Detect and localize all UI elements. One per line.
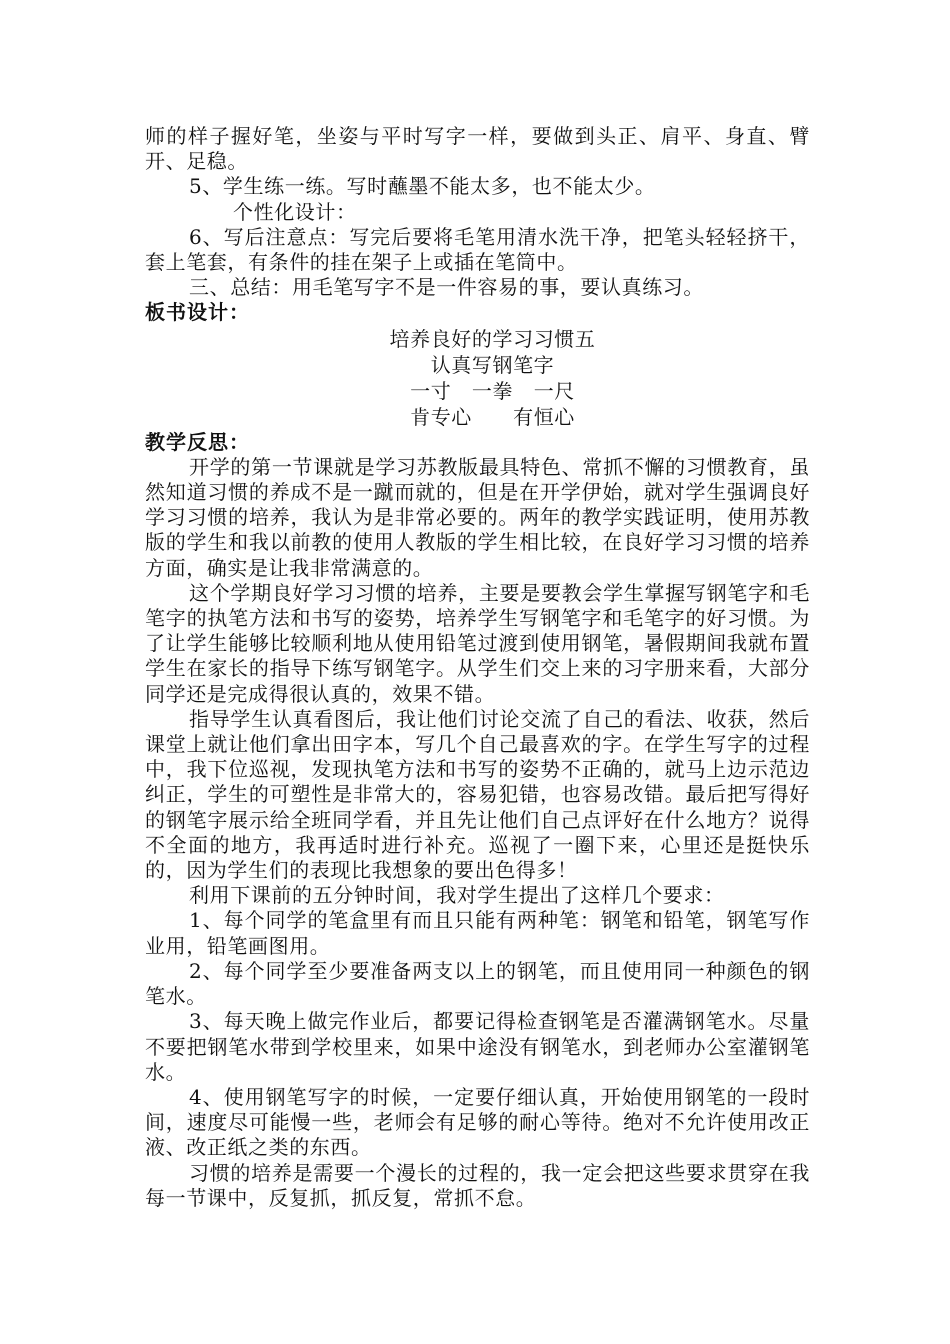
requirement-item: 4、使用钢笔写字的时候，一定要仔细认真，开始使用钢笔的一段时间，速度尽可能慢一些，老师会有足够的耐心等待。绝对不允许使用改正液、改正纸之类的东西。 xyxy=(145,1084,810,1160)
paragraph-step-6: 6、写后注意点：写完后要将毛笔用清水洗干净，把笔头轻轻挤干，套上笔套，有条件的挂在架子上或插在笔筒中。 xyxy=(145,224,810,275)
requirement-item: 1、每个同学的笔盒里有而且只能有两种笔：钢笔和铅笔，钢笔写作业用，铅笔画图用。 xyxy=(145,908,810,958)
board-design xyxy=(145,326,810,430)
board-line-title: 培养良好的学习习惯五 xyxy=(389,326,596,351)
reflection-paragraph: 利用下课前的五分钟时间，我对学生提出了这样几个要求： xyxy=(189,883,725,908)
board-line-measures: 一寸 一拳 一尺 xyxy=(410,378,575,403)
reflection-paragraph: 开学的第一节课就是学习苏教版最具特色、常抓不懈的习惯教育，虽然知道习惯的养成不是一蹴而就的，但是在开学伊始，就对学生强调良好学习习惯的培养，我认为是非常必要的。两年的教学实践证明，使用苏教版的学生和我以前教的使用人教版的学生相比较，在良好学习习惯的培养方面，确实是让我非常满意的。 xyxy=(145,454,810,580)
paragraph-summary: 三、总结：用毛笔写字不是一件容易的事，要认真练习。 xyxy=(189,275,704,300)
board-line-subtitle: 认真写钢笔字 xyxy=(430,352,555,377)
paragraph-posture: 师的样子握好笔，坐姿与平时写字一样，要做到头正、肩平、身直、臂开、足稳。 xyxy=(145,124,810,174)
requirement-item: 3、每天晚上做完作业后，都要记得检查钢笔是否灌满钢笔水。尽量不要把钢笔水带到学校里来，如果中途没有钢笔水，到老师办公室灌钢笔水。 xyxy=(145,1009,810,1084)
reflection-conclusion: 习惯的培养是需要一个漫长的过程的，我一定会把这些要求贯穿在我每一节课中，反复抓，抓反复，常抓不怠。 xyxy=(145,1160,810,1210)
reflection-paragraph: 指导学生认真看图后，我让他们讨论交流了自己的看法、收获，然后课堂上就让他们拿出田字本，写几个自己最喜欢的字。在学生写字的过程中，我下位巡视，发现执笔方法和书写的姿势不正确的，就马上边示范边纠正，学生的可塑性是非常大的，容易犯错，也容易改错。最后把写得好的钢笔字展示给全班同学看，并且先让他们自己点评好在什么地方？说得不全面的地方，我再适时进行补充。巡视了一圈下来，心里还是挺快乐的，因为学生们的表现比我想象的要出色得多！ xyxy=(145,706,810,883)
board-line-attitudes: 肯专心 有恒心 xyxy=(410,404,575,429)
board-design-heading: 板书设计： xyxy=(145,300,250,325)
personalized-design-label: 个性化设计： xyxy=(233,199,357,224)
teaching-reflection-heading: 教学反思： xyxy=(145,429,250,454)
document-page xyxy=(145,124,810,1211)
requirement-item: 2、每个同学至少要准备两支以上的钢笔，而且使用同一种颜色的钢笔水。 xyxy=(145,958,810,1009)
reflection-paragraph: 这个学期良好学习习惯的培养，主要是要教会学生掌握写钢笔字和毛笔字的执笔方法和书写的姿势，培养学生写钢笔字和毛笔字的好习惯。为了让学生能够比较顺利地从使用铅笔过渡到使用钢笔，暑假期间我就布置学生在家长的指导下练写钢笔字。从学生们交上来的习字册来看，大部分同学还是完成得很认真的，效果不错。 xyxy=(145,580,810,706)
paragraph-step-5: 5、学生练一练。写时蘸墨不能太多，也不能太少。 xyxy=(189,174,656,199)
